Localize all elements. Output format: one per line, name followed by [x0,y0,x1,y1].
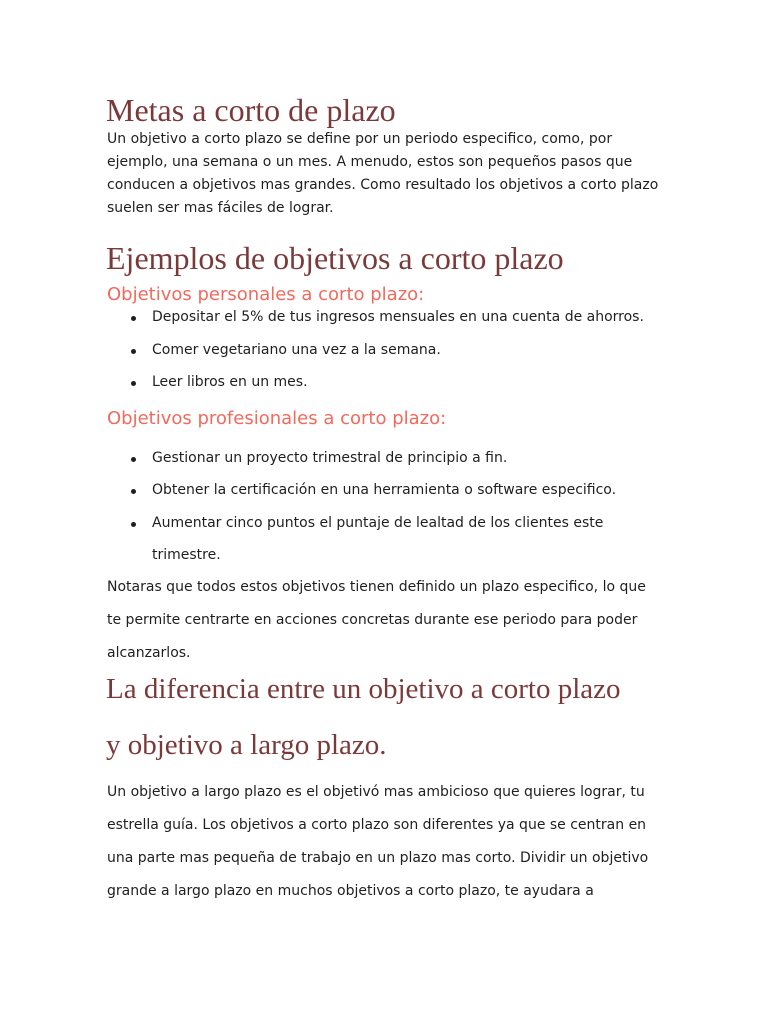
bullet-icon [131,489,136,494]
bullet-icon [131,316,136,321]
paragraph-line: conducen a objetivos mas grandes. Como resultado los objetivos a corto plazo [107,177,659,193]
paragraph-line: alcanzarlos. [107,645,191,661]
section-title-metas: Metas a corto de plazo [106,92,396,128]
section-title-ejemplos: Ejemplos de objetivos a corto plazo [106,240,564,276]
list-item: Obtener la certificación en una herramienta o software especifico. [152,482,617,498]
paragraph-line: Un objetivo a corto plazo se define por un periodo especifico, como, por [107,131,613,147]
list-item: Comer vegetariano una vez a la semana. [152,342,441,358]
bullet-icon [131,457,136,462]
paragraph-line: estrella guía. Los objetivos a corto plazo son diferentes ya que se centran en [107,817,647,833]
list-item: Leer libros en un mes. [152,374,308,390]
section-title-diferencia-line2: y objetivo a largo plazo. [106,729,387,761]
section-title-diferencia: La diferencia entre un objetivo a corto plazo [106,673,621,705]
subheading-profesionales: Objetivos profesionales a corto plazo: [107,408,447,429]
bullet-icon [131,381,136,386]
paragraph-line: te permite centrarte en acciones concretas durante ese periodo para poder [107,612,638,628]
list-item: Gestionar un proyecto trimestral de principio a fin. [152,450,508,466]
paragraph-line: grande a largo plazo en muchos objetivos a corto plazo, te ayudara a [107,883,594,899]
paragraph-line: suelen ser mas fáciles de lograr. [107,200,334,216]
paragraph-line: Un objetivo a largo plazo es el objetivó mas ambicioso que quieres lograr, tu [107,784,645,800]
paragraph-line: ejemplo, una semana o un mes. A menudo, estos son pequeños pasos que [107,154,633,170]
bullet-icon [131,522,136,527]
list-item: Aumentar cinco puntos el puntaje de lealtad de los clientes este [152,515,604,531]
list-item: Depositar el 5% de tus ingresos mensuales en una cuenta de ahorros. [152,309,644,325]
paragraph-line: una parte mas pequeña de trabajo en un plazo mas corto. Dividir un objetivo [107,850,649,866]
subheading-personales: Objetivos personales a corto plazo: [107,284,425,305]
bullet-icon [131,349,136,354]
paragraph-line: Notaras que todos estos objetivos tienen definido un plazo especifico, lo que [107,579,646,595]
list-item-continuation: trimestre. [152,547,221,563]
